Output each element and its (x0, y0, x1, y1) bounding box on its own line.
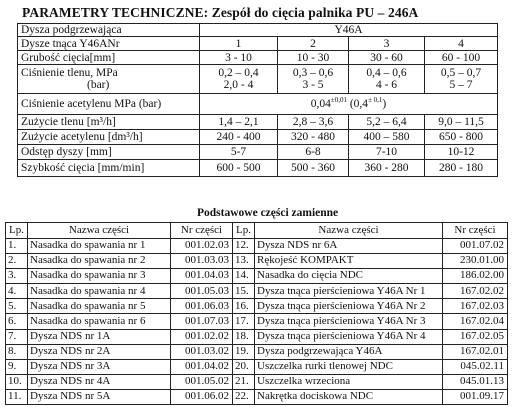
acetylene-pressure-label: Ciśnienie acetylenu MPa (bar) (18, 94, 200, 115)
row-index: 6. (6, 314, 28, 329)
part-number: 167.02.03 (443, 299, 508, 314)
part-number: 001.06.03 (171, 299, 233, 314)
header-lp: Lp. (233, 223, 255, 239)
speed-label: Szybkość cięcia [mm/min] (18, 160, 200, 177)
part-number: 001.06.02 (171, 389, 233, 404)
row-oxygen-pressure (18, 65, 498, 94)
row-index: 7. (6, 329, 28, 344)
acetylene-use-value: 240 - 400 (200, 130, 278, 145)
acetylene-pressure-bar: (0,4 (349, 98, 369, 111)
acetylene-pressure-base: 0,04 (310, 98, 331, 111)
part-name: Dysza podgrzewająca Y46A (255, 344, 443, 359)
thickness-label: Grubość cięcia[mm] (18, 51, 200, 65)
row-index: 17. (233, 314, 255, 329)
speed-value: 600 - 500 (200, 160, 278, 177)
oxygen-pressure-mpa: 0,3 – 0,6 (292, 67, 334, 79)
row-index: 18. (233, 329, 255, 344)
table-row (6, 314, 508, 329)
oxygen-pressure-value (425, 65, 498, 94)
row-index: 15. (233, 284, 255, 299)
oxygen-pressure-bar: 5 – 7 (449, 79, 473, 92)
part-number: 001.02.02 (171, 329, 233, 344)
part-name: Nasadka do spawania nr 2 (28, 254, 171, 269)
table-row (6, 254, 508, 269)
part-number: 001.05.03 (171, 284, 233, 299)
part-name: Dysza tnąca pierścieniowa Y46A Nr 1 (255, 284, 443, 299)
part-name: Dysza NDS nr 4A (28, 374, 171, 389)
thickness-value: 60 - 100 (425, 51, 498, 65)
part-name: Uszczelka rurki tlenowej NDC (255, 359, 443, 374)
header-part-number: Nr części (443, 223, 508, 239)
row-index: 3. (6, 269, 28, 284)
part-number: 167.02.01 (443, 344, 508, 359)
part-number: 001.09.17 (443, 389, 508, 404)
header-lp: Lp. (6, 223, 28, 239)
speed-value: 280 - 180 (425, 160, 498, 177)
table-row (6, 374, 508, 389)
part-name: Nasadka do cięcia NDC (255, 269, 443, 284)
tech-params-table (17, 23, 498, 177)
row-speed (18, 160, 498, 177)
acetylene-pressure-value (200, 94, 498, 115)
row-acetylene-use (18, 130, 498, 145)
part-number: 001.02.03 (171, 239, 233, 254)
part-name: Dysza NDS nr 2A (28, 344, 171, 359)
row-index: 13. (233, 254, 255, 269)
oxygen-pressure-bar: 3 - 5 (302, 79, 324, 92)
oxygen-use-value: 5,2 – 6,4 (349, 115, 425, 130)
part-number: 001.04.02 (171, 359, 233, 374)
tech-params-title: PARAMETRY TECHNICZNE: Zespół do cięcia palnika PU – 246A (22, 5, 419, 20)
acetylene-use-value: 650 - 800 (425, 130, 498, 145)
row-index: 11. (6, 389, 28, 404)
part-name: Uszczelka wrzeciona (255, 374, 443, 389)
oxygen-pressure-bar: 2,0 - 4 (223, 79, 254, 92)
oxygen-pressure-label-line2: (bar) (87, 79, 110, 92)
table-row (6, 389, 508, 404)
distance-value: 6-8 (278, 145, 349, 160)
part-number: 001.04.03 (171, 269, 233, 284)
row-distance (18, 145, 498, 160)
heating-value: Y46A (200, 24, 498, 37)
part-name: Nasadka do spawania nr 3 (28, 269, 171, 284)
part-number: 230.01.00 (443, 254, 508, 269)
oxygen-pressure-value (200, 65, 278, 94)
distance-value: 10-12 (425, 145, 498, 160)
table-row (6, 269, 508, 284)
table-row (6, 239, 508, 254)
header-part-name: Nazwa części (28, 223, 171, 239)
oxygen-pressure-mpa: 0,2 – 0,4 (218, 67, 259, 79)
nozzle-number: 4 (425, 37, 498, 51)
row-index: 19. (233, 344, 255, 359)
speed-value: 360 - 280 (349, 160, 425, 177)
distance-value: 7-10 (349, 145, 425, 160)
part-number: 186.02.00 (443, 269, 508, 284)
part-number: 001.07.02 (443, 239, 508, 254)
row-cutting-nozzle (18, 37, 498, 51)
acetylene-use-value: 320 - 480 (278, 130, 349, 145)
part-number: 167.02.02 (443, 284, 508, 299)
table-row (6, 344, 508, 359)
part-number: 045.02.11 (443, 359, 508, 374)
spare-parts-table (5, 222, 508, 405)
part-number: 001.03.02 (171, 344, 233, 359)
acetylene-use-value: 400 – 580 (349, 130, 425, 145)
oxygen-pressure-value (278, 65, 349, 94)
nozzle-number: 3 (349, 37, 425, 51)
acetylene-pressure-bar-tolerance: ± 0,1 (368, 96, 383, 105)
oxygen-pressure-bar: 4 - 6 (375, 79, 398, 92)
distance-label: Odstęp dyszy [mm] (18, 145, 200, 160)
row-oxygen-use (18, 115, 498, 130)
distance-value: 5-7 (200, 145, 278, 160)
thickness-value: 10 - 30 (278, 51, 349, 65)
speed-value: 500 - 360 (278, 160, 349, 177)
part-name: Dysza NDS nr 1A (28, 329, 171, 344)
parts-header-row (6, 223, 508, 239)
row-thickness (18, 51, 498, 65)
part-number: 001.07.03 (171, 314, 233, 329)
thickness-value: 3 - 10 (200, 51, 278, 65)
part-name: Dysza tnąca pierścieniowa Y46A Nr 4 (255, 329, 443, 344)
part-name: Dysza NDS nr 6A (255, 239, 443, 254)
nozzle-number: 2 (278, 37, 349, 51)
row-index: 5. (6, 299, 28, 314)
part-name: Nasadka do spawania nr 6 (28, 314, 171, 329)
part-number: 001.05.02 (171, 374, 233, 389)
table-row (6, 359, 508, 374)
row-index: 14. (233, 269, 255, 284)
row-acetylene-pressure (18, 94, 498, 115)
oxygen-use-label: Zużycie tlenu [m³/h] (18, 115, 200, 130)
oxygen-use-value: 9,0 – 11,5 (425, 115, 498, 130)
part-name: Dysza NDS nr 3A (28, 359, 171, 374)
row-index: 1. (6, 239, 28, 254)
row-index: 16. (233, 299, 255, 314)
row-index: 21. (233, 374, 255, 389)
oxygen-pressure-label (18, 65, 200, 94)
row-index: 22. (233, 389, 255, 404)
acetylene-use-label: Zużycie acetylenu [dm³/h] (18, 130, 200, 145)
heating-label: Dysza podgrzewająca (18, 24, 200, 37)
row-index: 10. (6, 374, 28, 389)
row-index: 2. (6, 254, 28, 269)
row-index: 9. (6, 359, 28, 374)
part-name: Dysza NDS nr 5A (28, 389, 171, 404)
oxygen-use-value: 2,8 – 3,6 (278, 115, 349, 130)
part-name: Rękojeść KOMPAKT (255, 254, 443, 269)
row-index: 8. (6, 344, 28, 359)
oxygen-pressure-value (349, 65, 425, 94)
acetylene-pressure-close: ) (382, 98, 387, 111)
row-index: 20. (233, 359, 255, 374)
part-name: Dysza tnąca pierścieniowa Y46A Nr 3 (255, 314, 443, 329)
part-number: 045.01.13 (443, 374, 508, 389)
row-heating-nozzle (18, 24, 498, 37)
thickness-value: 30 - 60 (349, 51, 425, 65)
part-name: Dysza tnąca pierścieniowa Y46A Nr 2 (255, 299, 443, 314)
part-name: Nasadka do spawania nr 5 (28, 299, 171, 314)
part-name: Nakrętka dociskowa NDC (255, 389, 443, 404)
table-row (6, 284, 508, 299)
cutting-label: Dysze tnąca Y46ANr (18, 37, 200, 51)
header-part-number: Nr części (171, 223, 233, 239)
nozzle-number: 1 (200, 37, 278, 51)
parts-body (6, 239, 508, 405)
acetylene-pressure-tolerance: ±0,01 (330, 96, 347, 105)
part-number: 001.03.03 (171, 254, 233, 269)
oxygen-pressure-label-line1: Ciśnienie tlenu, MPa (21, 67, 118, 79)
part-name: Nasadka do spawania nr 4 (28, 284, 171, 299)
spare-parts-title: Podstawowe części zamienne (197, 207, 339, 219)
oxygen-use-value: 1,4 – 2,1 (200, 115, 278, 130)
table-row (6, 329, 508, 344)
oxygen-pressure-mpa: 0,4 – 0,6 (366, 67, 407, 79)
part-name: Nasadka do spawania nr 1 (28, 239, 171, 254)
row-index: 4. (6, 284, 28, 299)
part-number: 167.02.04 (443, 314, 508, 329)
row-index: 12. (233, 239, 255, 254)
part-number: 167.02.05 (443, 329, 508, 344)
oxygen-pressure-mpa: 0,5 – 0,7 (440, 67, 482, 79)
header-part-name: Nazwa części (255, 223, 443, 239)
table-row (6, 299, 508, 314)
